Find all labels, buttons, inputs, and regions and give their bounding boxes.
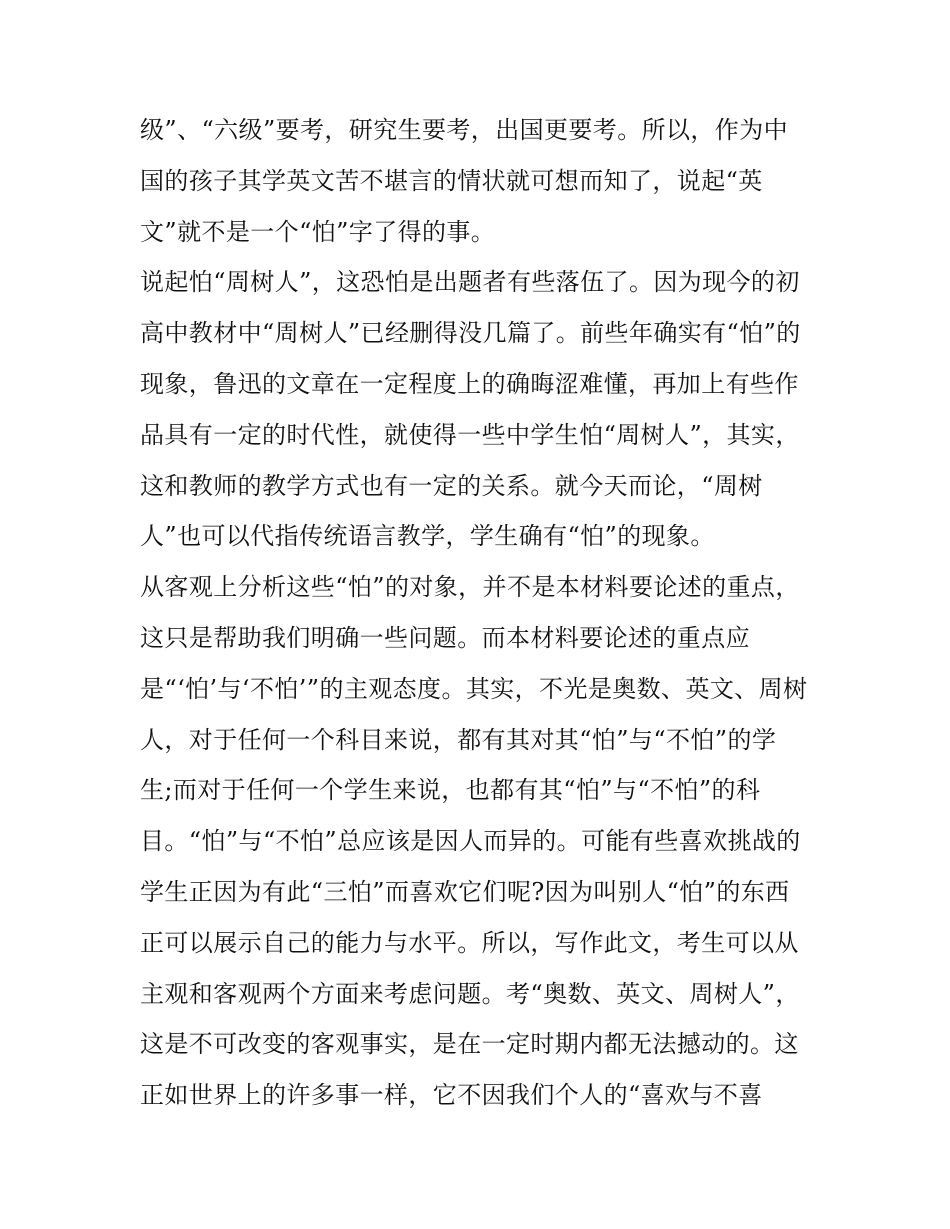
text-line-8: 这和教师的教学方式也有一定的关系。就今天而论，“周树: [140, 471, 763, 500]
text-line-9: 人”也可以代指传统语言教学，学生确有“怕”的现象。: [140, 522, 715, 551]
text-line-12: 是“‘怕’与‘不怕’”的主观态度。其实，不光是奥数、英文、周树: [140, 674, 808, 703]
text-line-5: 高中教材中“周树人”已经删得没几篇了。前些年确实有“怕”的: [140, 319, 801, 348]
text-line-16: 学生正因为有此“三怕”而喜欢它们呢?因为叫别人“怕”的东西: [140, 877, 790, 906]
text-line-10: 从客观上分析这些“怕”的对象，并不是本材料要论述的重点，: [140, 573, 800, 602]
text-line-6: 现象，鲁迅的文章在一定程度上的确晦涩难懂，再加上有些作: [140, 369, 799, 398]
text-line-3: 文”就不是一个“怕”字了得的事。: [140, 217, 496, 246]
text-line-17: 正可以展示自己的能力与水平。所以，写作此文，考生可以从: [140, 928, 799, 957]
text-line-18: 主观和客观两个方面来考虑问题。考“奥数、英文、周树人”，: [140, 979, 800, 1008]
text-line-11: 这只是帮助我们明确一些问题。而本材料要论述的重点应: [140, 623, 750, 652]
text-line-4: 说起怕“周树人”，这恐怕是出题者有些落伍了。因为现今的初: [140, 268, 800, 297]
text-line-15: 目。“怕”与“不怕”总应该是因人而异的。可能有些喜欢挑战的: [140, 827, 801, 856]
text-line-20: 正如世界上的许多事一样，它不因我们个人的“喜欢与不喜: [140, 1081, 763, 1110]
text-line-13: 人，对于任何一个科目来说，都有其对其“怕”与“不怕”的学: [140, 725, 777, 754]
text-line-19: 这是不可改变的客观事实，是在一定时期内都无法撼动的。这: [140, 1030, 799, 1059]
text-line-2: 国的孩子其学英文苦不堪言的情状就可想而知了，说起“英: [140, 166, 763, 195]
text-line-1: 级”、“六级”要考，研究生要考，出国更要考。所以，作为中: [140, 116, 789, 144]
text-line-14: 生;而对于任何一个学生来说，也都有其“怕”与“不怕”的科: [140, 776, 761, 805]
text-line-7: 品具有一定的时代性，就使得一些中学生怕“周树人”，其实，: [140, 420, 800, 449]
body-text: [140, 110, 820, 1126]
